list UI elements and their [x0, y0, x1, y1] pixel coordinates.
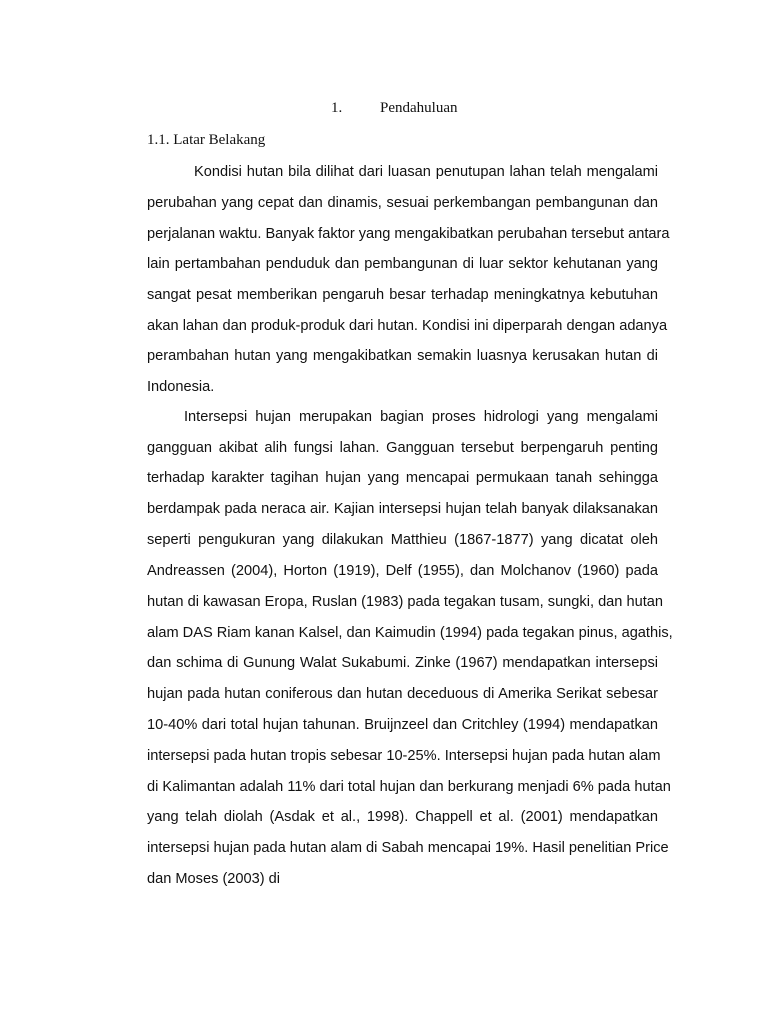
paragraph-line: seperti pengukuran yang dilakukan Matthieu (1867-1877) yang dicatat oleh — [147, 532, 658, 548]
paragraph-line: 10-40% dari total hujan tahunan. Bruijnzeel dan Critchley (1994) mendapatkan — [147, 717, 658, 733]
paragraph-line: akan lahan dan produk-produk dari hutan. Kondisi ini diperparah dengan adanya — [147, 318, 668, 334]
paragraph-line: intersepsi hujan pada hutan alam di Sabah mencapai 19%. Hasil penelitian Price — [147, 840, 669, 856]
subsection-title: 1.1. Latar Belakang — [147, 132, 266, 148]
section-number: 1. — [331, 100, 343, 116]
paragraph-line: lain pertambahan penduduk dan pembangunan di luar sektor kehutanan yang — [147, 256, 658, 272]
paragraph-line: yang telah diolah (Asdak et al., 1998). Chappell et al. (2001) mendapatkan — [147, 809, 658, 825]
paragraph-line: perjalanan waktu. Banyak faktor yang mengakibatkan perubahan tersebut antara — [147, 226, 670, 242]
paragraph-line: gangguan akibat alih fungsi lahan. Gangguan tersebut berpengaruh penting — [147, 440, 658, 456]
paragraph-line: alam DAS Riam kanan Kalsel, dan Kaimudin (1994) pada tegakan pinus, agathis, — [147, 625, 673, 641]
paragraph-line: dan Moses (2003) di — [147, 871, 281, 887]
paragraph-line: berdampak pada neraca air. Kajian intersepsi hujan telah banyak dilaksanakan — [147, 501, 658, 517]
paragraph-line: Indonesia. — [147, 379, 215, 395]
paragraph-line: di Kalimantan adalah 11% dari total hujan dan berkurang menjadi 6% pada hutan — [147, 779, 671, 795]
paragraph-line: Intersepsi hujan merupakan bagian proses hidrologi yang mengalami — [184, 409, 658, 425]
section-title: Pendahuluan — [380, 100, 458, 116]
paragraph-line: hutan di kawasan Eropa, Ruslan (1983) pada tegakan tusam, sungki, dan hutan — [147, 594, 663, 610]
paragraph-line: Andreassen (2004), Horton (1919), Delf (1955), dan Molchanov (1960) pada — [147, 563, 658, 579]
paragraph-line: Kondisi hutan bila dilihat dari luasan penutupan lahan telah mengalami — [194, 164, 658, 180]
paragraph-line: sangat pesat memberikan pengaruh besar terhadap meningkatnya kebutuhan — [147, 287, 658, 303]
paragraph-line: intersepsi pada hutan tropis sebesar 10-25%. Intersepsi hujan pada hutan alam — [147, 748, 661, 764]
paragraph-line: perambahan hutan yang mengakibatkan semakin luasnya kerusakan hutan di — [147, 348, 658, 364]
paragraph-line: dan schima di Gunung Walat Sukabumi. Zinke (1967) mendapatkan intersepsi — [147, 655, 658, 671]
paragraph-line: hujan pada hutan coniferous dan hutan deceduous di Amerika Serikat sebesar — [147, 686, 658, 702]
paragraph-line: perubahan yang cepat dan dinamis, sesuai perkembangan pembangunan dan — [147, 195, 658, 211]
paragraph-line: terhadap karakter tagihan hujan yang mencapai permukaan tanah sehingga — [147, 470, 658, 486]
section-heading — [0, 100, 768, 122]
